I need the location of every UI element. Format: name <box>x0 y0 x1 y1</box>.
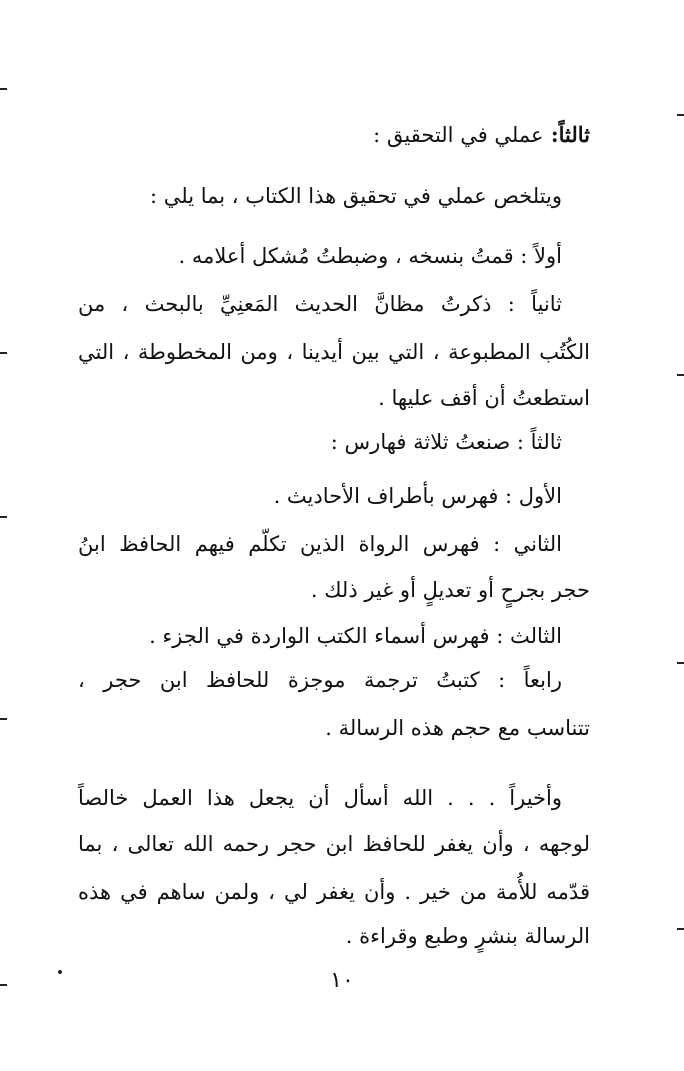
margin-mark <box>0 718 7 720</box>
point-3: ثالثاً : صنعتُ ثلاثة فهارس : <box>330 430 562 454</box>
margin-mark <box>0 984 7 986</box>
closing-line-4: الرسالة بنشرٍ وطبع وقراءة . <box>345 924 590 948</box>
margin-mark <box>0 352 7 354</box>
index-third: الثالث : فهرس أسماء الكتب الواردة في الجزء . <box>149 624 562 648</box>
index-first: الأول : فهرس بأطراف الأحاديث . <box>273 484 562 508</box>
margin-mark <box>0 88 7 90</box>
point-2-line-3: استطعتُ أن أقف عليها . <box>378 386 590 410</box>
margin-mark <box>677 928 684 930</box>
index-second-line-1: الثاني : فهرس الرواة الذين تكلّم فيهم الحافظ ابنُ <box>78 532 562 556</box>
margin-mark <box>0 516 7 518</box>
closing-line-1: وأخيراً . . . الله أسأل أن يجعل هذا العمل خالصاً <box>78 786 562 810</box>
heading-label: ثالثاً: <box>543 122 590 147</box>
point-1: أولاً : قمتُ بنسخه ، وضبطتُ مُشكل أعلامه . <box>178 244 562 268</box>
point-2-line-1: ثانياً : ذكرتُ مظانَّ الحديث المَعنِيِّ بالبحث ، من <box>78 292 562 316</box>
point-4-line-2: تتناسب مع حجم هذه الرسالة . <box>325 716 590 740</box>
margin-mark <box>677 114 684 116</box>
margin-mark <box>677 374 684 376</box>
intro-line: ويتلخص عملي في تحقيق هذا الكتاب ، بما يلي : <box>150 184 562 208</box>
index-second-line-2: حجر بجرحٍ أو تعديلٍ أو غير ذلك . <box>310 578 590 602</box>
heading-text: عملي في التحقيق : <box>373 123 544 147</box>
point-4-line-1: رابعاً : كتبتُ ترجمة موجزة للحافظ ابن حجر ، <box>78 668 562 692</box>
page-number: ١٠ <box>330 968 354 993</box>
section-heading <box>78 122 590 147</box>
closing-line-3: قدّمه للأُمة من خير . وأن يغفر لي ، ولمن ساهم في هذه <box>78 880 590 904</box>
scan-dot <box>58 970 62 974</box>
margin-mark <box>677 662 684 664</box>
point-2-line-2: الكُتُب المطبوعة ، التي بين أيدينا ، ومن المخطوطة ، التي <box>78 340 590 364</box>
closing-line-2: لوجهه ، وأن يغفر للحافظ ابن حجر رحمه الله تعالى ، بما <box>78 832 590 856</box>
